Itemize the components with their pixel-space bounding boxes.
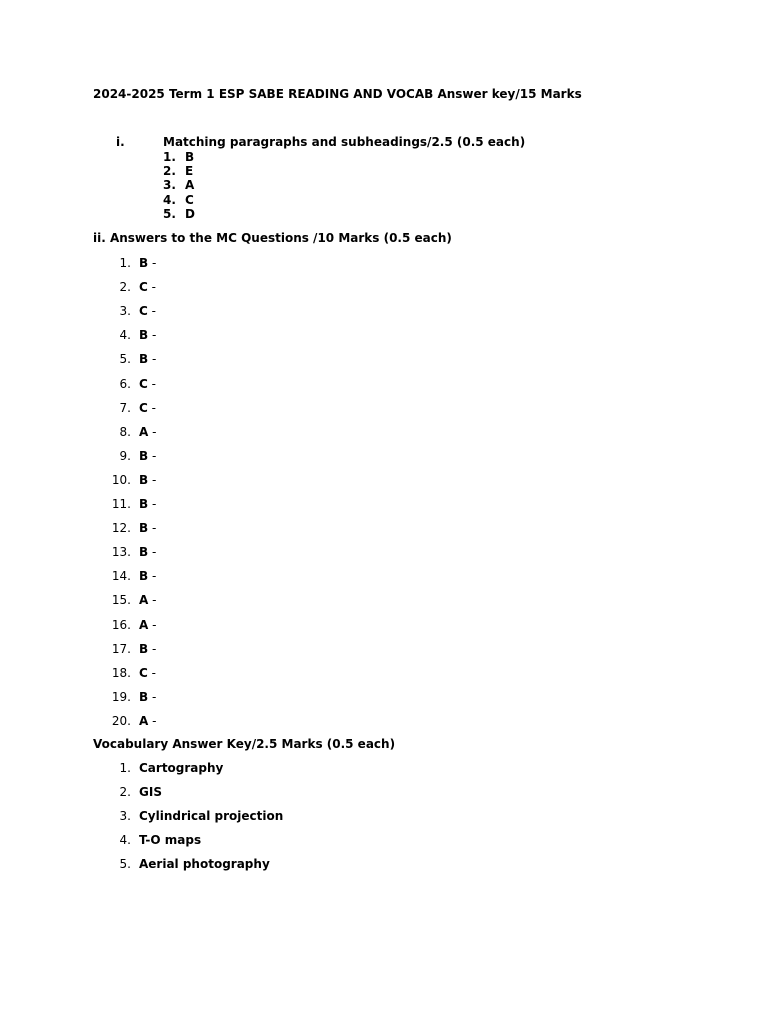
item-suffix: - (148, 593, 157, 608)
item-number: 5. (163, 206, 176, 221)
item-answer: D (185, 206, 195, 221)
item-answer: B (139, 545, 149, 560)
section2-heading: ii. Answers to the MC Questions /10 Marks (0.5 each) (93, 231, 452, 245)
item-suffix: - (147, 400, 156, 415)
item-number: 3. (119, 809, 131, 823)
matching-answer-item (163, 193, 194, 207)
mc-answer-item (105, 642, 156, 656)
item-number: 19. (111, 689, 131, 704)
item-answer: Cylindrical projection (139, 809, 284, 823)
item-answer: A (139, 713, 149, 728)
page-title: 2024-2025 Term 1 ESP SABE READING AND VOCAB Answer key/15 Marks (93, 87, 582, 101)
item-number: 1. (119, 761, 131, 775)
item-answer: C (139, 304, 148, 319)
item-answer: Aerial photography (139, 857, 270, 871)
item-answer: B (139, 497, 149, 511)
item-answer: B (139, 256, 149, 270)
mc-answer-item (105, 521, 156, 535)
item-answer: B (139, 472, 149, 487)
mc-answer-item (105, 425, 156, 439)
item-answer: B (139, 569, 149, 584)
item-answer: B (139, 641, 149, 656)
item-answer: C (185, 192, 194, 207)
mc-answer-item (105, 497, 156, 511)
item-suffix: - (148, 545, 157, 560)
item-answer: T-O maps (139, 833, 202, 847)
item-suffix: - (148, 472, 157, 487)
matching-answer-item (163, 207, 195, 221)
item-suffix: - (148, 497, 157, 511)
mc-answer-item (105, 377, 156, 391)
vocab-answer-item (105, 857, 270, 871)
section3-heading: Vocabulary Answer Key/2.5 Marks (0.5 each) (93, 737, 396, 751)
item-suffix: - (148, 424, 157, 439)
item-answer: B (185, 150, 195, 164)
mc-answer-item (105, 473, 156, 487)
item-number: 4. (163, 192, 176, 207)
item-answer: B (139, 352, 149, 367)
vocab-answer-item (105, 761, 223, 775)
item-answer: E (185, 164, 194, 179)
item-answer: C (139, 280, 148, 295)
item-number: 14. (111, 569, 131, 584)
item-number: 2. (119, 280, 131, 295)
vocab-answer-item (105, 809, 283, 823)
item-number: 13. (111, 545, 131, 560)
item-number: 11. (111, 497, 131, 511)
item-number: 5. (119, 857, 131, 871)
item-answer: B (139, 448, 149, 463)
mc-answer-item (105, 618, 156, 632)
item-suffix: - (147, 280, 156, 295)
item-number: 12. (111, 521, 131, 536)
item-suffix: - (148, 617, 157, 632)
mc-answer-item (105, 280, 156, 294)
item-answer: C (139, 665, 148, 680)
item-answer: C (139, 400, 148, 415)
item-number: 10. (111, 472, 131, 487)
mc-answer-item (105, 352, 156, 366)
item-number: 2. (163, 164, 176, 179)
mc-answer-item (105, 401, 156, 415)
item-number: 4. (119, 833, 131, 847)
item-answer: A (139, 593, 149, 608)
vocab-answer-item (105, 785, 162, 799)
item-answer: A (185, 178, 195, 193)
matching-answer-item (163, 150, 194, 164)
item-number: 16. (111, 617, 131, 632)
section1-numeral: i. (116, 135, 125, 149)
mc-answer-item (105, 666, 156, 680)
item-answer: A (139, 424, 149, 439)
section1-heading: Matching paragraphs and subheadings/2.5 (0.5 each) (163, 135, 526, 149)
item-number: 1. (163, 150, 176, 164)
item-suffix: - (148, 521, 157, 536)
mc-answer-item (105, 690, 156, 704)
item-suffix: - (148, 641, 157, 656)
item-number: 15. (111, 593, 131, 608)
mc-answer-item (105, 256, 156, 270)
item-number: 2. (119, 785, 131, 799)
item-number: 3. (163, 178, 176, 193)
item-number: 18. (111, 665, 131, 680)
item-number: 1. (119, 256, 131, 270)
mc-answer-item (105, 545, 156, 559)
item-suffix: - (148, 689, 157, 704)
item-number: 17. (111, 641, 131, 656)
item-suffix: - (148, 256, 157, 270)
item-answer: B (139, 689, 149, 704)
item-number: 4. (119, 328, 131, 343)
item-answer: GIS (139, 785, 162, 799)
item-number: 3. (119, 304, 131, 319)
mc-answer-item (105, 328, 156, 342)
item-answer: C (139, 376, 148, 391)
mc-answer-item (105, 569, 156, 583)
item-answer: B (139, 521, 149, 536)
item-number: 6. (119, 376, 131, 391)
item-suffix: - (148, 328, 157, 343)
item-number: 20. (111, 713, 131, 728)
mc-answer-item (105, 449, 156, 463)
item-number: 8. (119, 424, 131, 439)
item-number: 9. (119, 448, 131, 463)
item-suffix: - (147, 376, 156, 391)
matching-answer-item (163, 164, 193, 178)
matching-answer-item (163, 178, 194, 192)
mc-answer-item (105, 714, 156, 728)
vocab-answer-item (105, 833, 201, 847)
item-suffix: - (148, 569, 157, 584)
item-answer: B (139, 328, 149, 343)
item-answer: A (139, 617, 149, 632)
mc-answer-item (105, 593, 156, 607)
item-suffix: - (147, 665, 156, 680)
item-answer: Cartography (139, 761, 224, 775)
item-suffix: - (147, 304, 156, 319)
mc-answer-item (105, 304, 156, 318)
item-suffix: - (148, 713, 157, 728)
item-number: 5. (119, 352, 131, 367)
item-number: 7. (119, 400, 131, 415)
item-suffix: - (148, 352, 157, 367)
item-suffix: - (148, 448, 157, 463)
